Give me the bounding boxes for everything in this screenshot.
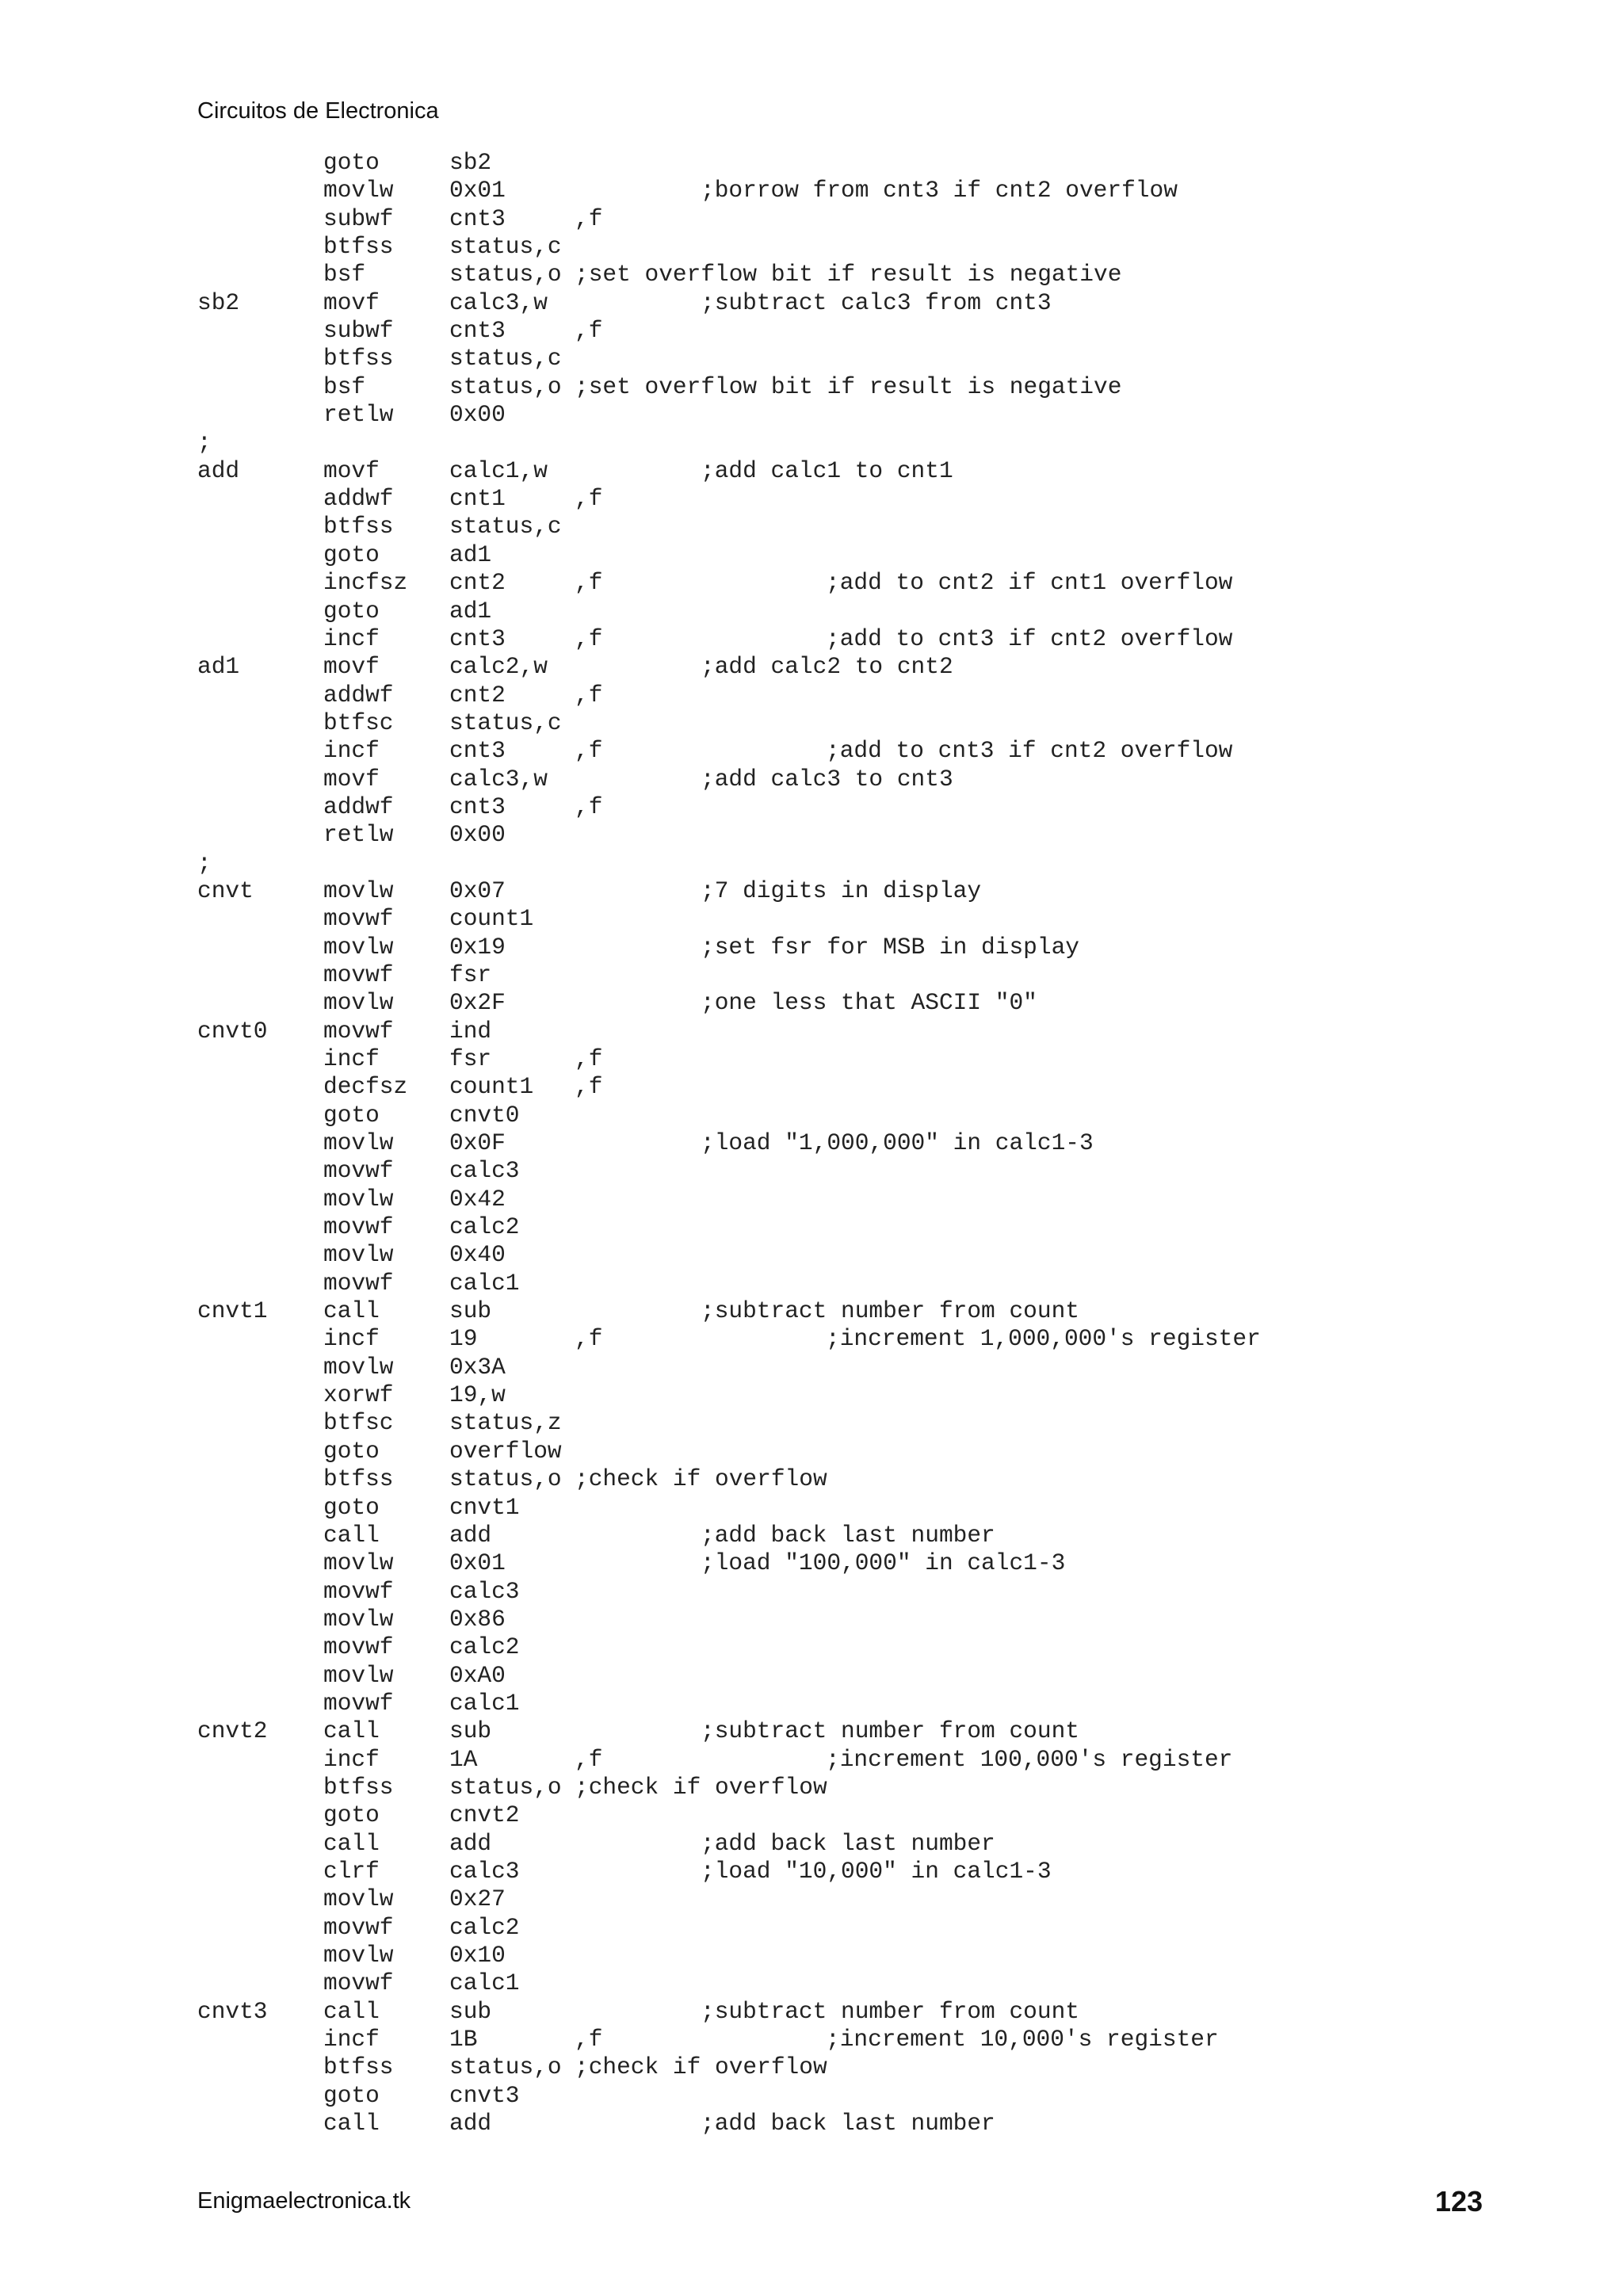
code-instruction: goto bbox=[323, 1437, 380, 1465]
code-operand: cnt3 bbox=[449, 737, 506, 765]
code-instruction: movwf bbox=[323, 1633, 394, 1661]
code-instruction: xorwf bbox=[323, 1381, 394, 1409]
code-operand: calc2,w bbox=[449, 653, 548, 681]
code-operand: status,z bbox=[449, 1409, 562, 1437]
code-line bbox=[0, 1073, 1623, 1101]
code-instruction: clrf bbox=[323, 1857, 380, 1885]
code-operand: 0x01 bbox=[449, 177, 506, 204]
code-operand: calc3,w bbox=[449, 765, 548, 793]
code-comment: ;set overflow bit if result is negative bbox=[575, 261, 1122, 288]
code-instruction: addwf bbox=[323, 681, 394, 709]
code-comment: ;add back last number bbox=[701, 1829, 995, 1857]
code-operand: 19,w bbox=[449, 1381, 506, 1409]
code-line bbox=[0, 2082, 1623, 2110]
code-comment: ;load "100,000" in calc1-3 bbox=[701, 1549, 1066, 1577]
code-instruction: btfss bbox=[323, 513, 394, 541]
code-instruction: movwf bbox=[323, 1913, 394, 1941]
code-instruction: subwf bbox=[323, 204, 394, 232]
code-comment: ;load "10,000" in calc1-3 bbox=[701, 1857, 1052, 1885]
code-line bbox=[0, 1465, 1623, 1493]
code-operand: sub bbox=[449, 1717, 492, 1745]
code-destination: ,f bbox=[575, 2026, 603, 2053]
code-line bbox=[0, 1549, 1623, 1577]
code-operand: calc1 bbox=[449, 1689, 520, 1717]
code-operand: 19 bbox=[449, 1325, 478, 1353]
code-comment: ;subtract calc3 from cnt3 bbox=[701, 288, 1052, 316]
code-operand: ad1 bbox=[449, 541, 492, 568]
code-instruction: movwf bbox=[323, 1017, 394, 1045]
code-comment: ;add back last number bbox=[701, 1521, 995, 1549]
code-instruction: incf bbox=[323, 1045, 380, 1072]
code-operand: calc3 bbox=[449, 1157, 520, 1185]
code-line bbox=[0, 1018, 1623, 1045]
code-line bbox=[0, 401, 1623, 429]
code-line bbox=[0, 1578, 1623, 1606]
code-operand: cnvt2 bbox=[449, 1801, 520, 1829]
code-line bbox=[0, 1186, 1623, 1213]
code-operand: 1B bbox=[449, 2026, 478, 2053]
code-comment: ;add calc1 to cnt1 bbox=[701, 457, 953, 484]
code-line bbox=[0, 1494, 1623, 1522]
code-instruction: movlw bbox=[323, 1185, 394, 1213]
code-destination: ,f bbox=[575, 793, 603, 820]
code-label: sb2 bbox=[197, 288, 240, 316]
code-comment: ;subtract number from count bbox=[701, 1297, 1079, 1325]
code-destination: ,f bbox=[575, 1073, 603, 1101]
code-operand: 0x42 bbox=[449, 1185, 506, 1213]
code-line bbox=[0, 261, 1623, 288]
code-line bbox=[0, 1998, 1623, 2026]
code-line bbox=[0, 1662, 1623, 1690]
code-instruction: addwf bbox=[323, 793, 394, 820]
code-line bbox=[0, 1522, 1623, 1549]
code-instruction: call bbox=[323, 1717, 380, 1745]
code-line bbox=[0, 345, 1623, 372]
code-comment: ;check if overflow bbox=[575, 1465, 827, 1493]
code-operand: fsr bbox=[449, 1045, 492, 1072]
code-line bbox=[0, 1325, 1623, 1353]
code-operand: calc1 bbox=[449, 1269, 520, 1297]
code-instruction: decfsz bbox=[323, 1073, 408, 1101]
code-operand: 0x2F bbox=[449, 989, 506, 1017]
code-comment: ;increment 10,000's register bbox=[826, 2026, 1219, 2053]
code-line bbox=[0, 149, 1623, 177]
code-line bbox=[0, 682, 1623, 709]
code-operand: sub bbox=[449, 1297, 492, 1325]
code-instruction: addwf bbox=[323, 485, 394, 513]
code-instruction: incf bbox=[323, 625, 380, 652]
code-instruction: retlw bbox=[323, 401, 394, 429]
code-operand: cnvt0 bbox=[449, 1101, 520, 1129]
code-label: ad1 bbox=[197, 653, 240, 681]
code-operand: 0x07 bbox=[449, 877, 506, 904]
code-operand: cnt3 bbox=[449, 317, 506, 345]
code-instruction: incf bbox=[323, 737, 380, 765]
code-label: cnvt3 bbox=[197, 1997, 268, 2025]
code-line bbox=[0, 457, 1623, 485]
code-line bbox=[0, 905, 1623, 933]
footer-site-name: Enigmaelectronica.tk bbox=[197, 2188, 411, 2214]
code-comment: ;add back last number bbox=[701, 2110, 995, 2137]
code-instruction: movlw bbox=[323, 1549, 394, 1577]
code-instruction: movf bbox=[323, 457, 380, 484]
code-instruction: incfsz bbox=[323, 569, 408, 597]
code-line bbox=[0, 177, 1623, 204]
code-instruction: movwf bbox=[323, 1969, 394, 1997]
code-line bbox=[0, 625, 1623, 653]
code-line bbox=[0, 1717, 1623, 1745]
code-operand: cnt3 bbox=[449, 793, 506, 820]
code-operand: status,c bbox=[449, 345, 562, 372]
code-instruction: movwf bbox=[323, 1269, 394, 1297]
code-line bbox=[0, 1241, 1623, 1269]
code-instruction: btfss bbox=[323, 345, 394, 372]
code-instruction: movwf bbox=[323, 1577, 394, 1605]
code-operand: 0x3A bbox=[449, 1353, 506, 1381]
code-operand: 0x00 bbox=[449, 821, 506, 849]
code-label: cnvt0 bbox=[197, 1017, 268, 1045]
code-comment: ;check if overflow bbox=[575, 1773, 827, 1801]
code-operand: add bbox=[449, 1829, 492, 1857]
code-operand: status,o bbox=[449, 1465, 562, 1493]
code-comment: ;increment 100,000's register bbox=[826, 1745, 1233, 1773]
code-comment: ;borrow from cnt3 if cnt2 overflow bbox=[701, 177, 1178, 204]
code-operand: 0x0F bbox=[449, 1129, 506, 1157]
code-line bbox=[0, 2026, 1623, 2053]
code-destination: ,f bbox=[575, 317, 603, 345]
code-instruction: call bbox=[323, 1829, 380, 1857]
code-instruction: movlw bbox=[323, 1942, 394, 1969]
code-operand: cnt1 bbox=[449, 485, 506, 513]
code-comment: ;add calc3 to cnt3 bbox=[701, 765, 953, 793]
code-instruction: call bbox=[323, 1297, 380, 1325]
code-operand: status,c bbox=[449, 709, 562, 736]
code-operand: fsr bbox=[449, 961, 492, 988]
code-instruction: btfss bbox=[323, 1773, 394, 1801]
code-operand: calc3 bbox=[449, 1857, 520, 1885]
code-operand: calc3 bbox=[449, 1577, 520, 1605]
code-line bbox=[0, 1801, 1623, 1829]
code-line bbox=[0, 1858, 1623, 1885]
code-operand: 0x19 bbox=[449, 933, 506, 961]
code-line bbox=[0, 850, 1623, 877]
code-instruction: movwf bbox=[323, 1157, 394, 1185]
code-line bbox=[0, 373, 1623, 401]
code-operand: status,o bbox=[449, 261, 562, 288]
code-line bbox=[0, 653, 1623, 681]
code-line bbox=[0, 1045, 1623, 1073]
code-destination: ,f bbox=[575, 1325, 603, 1353]
code-operand: sb2 bbox=[449, 149, 492, 176]
code-line bbox=[0, 1914, 1623, 1942]
code-comment: ;increment 1,000,000's register bbox=[826, 1325, 1261, 1353]
code-label: ; bbox=[197, 429, 212, 457]
code-comment: ;add calc2 to cnt2 bbox=[701, 653, 953, 681]
code-line bbox=[0, 709, 1623, 737]
code-line bbox=[0, 1157, 1623, 1185]
code-operand: status,c bbox=[449, 513, 562, 541]
code-operand: calc3,w bbox=[449, 288, 548, 316]
code-instruction: btfss bbox=[323, 233, 394, 261]
code-instruction: movwf bbox=[323, 1213, 394, 1241]
code-comment: ;subtract number from count bbox=[701, 1717, 1079, 1745]
code-line bbox=[0, 1354, 1623, 1381]
code-line bbox=[0, 1690, 1623, 1717]
code-destination: ,f bbox=[575, 737, 603, 765]
code-instruction: movlw bbox=[323, 989, 394, 1017]
code-destination: ,f bbox=[575, 204, 603, 232]
code-instruction: subwf bbox=[323, 317, 394, 345]
code-line bbox=[0, 877, 1623, 905]
code-instruction: movf bbox=[323, 288, 380, 316]
code-comment: ;add to cnt2 if cnt1 overflow bbox=[826, 569, 1233, 597]
code-operand: 0x86 bbox=[449, 1605, 506, 1633]
code-instruction: movlw bbox=[323, 1241, 394, 1269]
code-instruction: btfsc bbox=[323, 709, 394, 736]
code-instruction: goto bbox=[323, 1101, 380, 1129]
code-instruction: goto bbox=[323, 2081, 380, 2109]
code-operand: 0x01 bbox=[449, 1549, 506, 1577]
code-comment: ;set fsr for MSB in display bbox=[701, 933, 1079, 961]
code-operand: cnvt3 bbox=[449, 2081, 520, 2109]
code-operand: calc1,w bbox=[449, 457, 548, 484]
code-line bbox=[0, 2110, 1623, 2137]
code-instruction: incf bbox=[323, 2026, 380, 2053]
code-operand: status,o bbox=[449, 372, 562, 400]
code-line bbox=[0, 737, 1623, 765]
code-line bbox=[0, 289, 1623, 317]
code-instruction: call bbox=[323, 1997, 380, 2025]
code-comment: ;subtract number from count bbox=[701, 1997, 1079, 2025]
code-line bbox=[0, 989, 1623, 1017]
code-instruction: btfss bbox=[323, 1465, 394, 1493]
code-operand: cnt2 bbox=[449, 569, 506, 597]
code-operand: 1A bbox=[449, 1745, 478, 1773]
page-number: 123 bbox=[1434, 2185, 1483, 2218]
code-line bbox=[0, 1129, 1623, 1157]
code-comment: ;load "1,000,000" in calc1-3 bbox=[701, 1129, 1094, 1157]
code-operand: add bbox=[449, 2110, 492, 2137]
code-instruction: goto bbox=[323, 597, 380, 625]
code-operand: count1 bbox=[449, 905, 534, 933]
code-destination: ,f bbox=[575, 1745, 603, 1773]
code-line bbox=[0, 233, 1623, 261]
code-line bbox=[0, 205, 1623, 233]
code-line bbox=[0, 1885, 1623, 1913]
code-operand: calc1 bbox=[449, 1969, 520, 1997]
code-instruction: movlw bbox=[323, 1661, 394, 1689]
code-line bbox=[0, 1942, 1623, 1969]
code-instruction: btfsc bbox=[323, 1409, 394, 1437]
code-instruction: btfss bbox=[323, 2053, 394, 2081]
code-operand: cnt2 bbox=[449, 681, 506, 709]
code-operand: status,o bbox=[449, 2053, 562, 2081]
code-label: ; bbox=[197, 849, 212, 877]
code-instruction: call bbox=[323, 2110, 380, 2137]
code-operand: count1 bbox=[449, 1073, 534, 1101]
code-instruction: movlw bbox=[323, 933, 394, 961]
code-destination: ,f bbox=[575, 625, 603, 652]
code-instruction: movf bbox=[323, 653, 380, 681]
code-line bbox=[0, 821, 1623, 849]
code-operand: status,o bbox=[449, 1773, 562, 1801]
code-instruction: goto bbox=[323, 1493, 380, 1521]
code-instruction: bsf bbox=[323, 261, 366, 288]
code-line bbox=[0, 1774, 1623, 1801]
code-line bbox=[0, 934, 1623, 961]
code-label: cnvt2 bbox=[197, 1717, 268, 1745]
code-instruction: goto bbox=[323, 541, 380, 568]
code-label: cnvt bbox=[197, 877, 254, 904]
code-destination: ,f bbox=[575, 1045, 603, 1072]
code-destination: ,f bbox=[575, 485, 603, 513]
code-destination: ,f bbox=[575, 681, 603, 709]
code-label: cnvt1 bbox=[197, 1297, 268, 1325]
code-line bbox=[0, 541, 1623, 569]
code-instruction: bsf bbox=[323, 372, 366, 400]
page-header-title: Circuitos de Electronica bbox=[197, 98, 439, 124]
code-line bbox=[0, 317, 1623, 345]
code-instruction: movlw bbox=[323, 1885, 394, 1913]
code-instruction: movwf bbox=[323, 1689, 394, 1717]
code-line bbox=[0, 1409, 1623, 1437]
code-instruction: incf bbox=[323, 1745, 380, 1773]
code-comment: ;add to cnt3 if cnt2 overflow bbox=[826, 625, 1233, 652]
code-line bbox=[0, 429, 1623, 457]
code-instruction: movlw bbox=[323, 1353, 394, 1381]
code-operand: 0xA0 bbox=[449, 1661, 506, 1689]
code-instruction: movlw bbox=[323, 177, 394, 204]
code-line bbox=[0, 1830, 1623, 1858]
code-line bbox=[0, 485, 1623, 513]
code-operand: 0x00 bbox=[449, 401, 506, 429]
code-operand: cnt3 bbox=[449, 204, 506, 232]
code-operand: cnvt1 bbox=[449, 1493, 520, 1521]
code-line bbox=[0, 793, 1623, 821]
code-line bbox=[0, 513, 1623, 541]
code-operand: overflow bbox=[449, 1437, 562, 1465]
code-line bbox=[0, 1270, 1623, 1297]
code-line bbox=[0, 1381, 1623, 1409]
code-line bbox=[0, 1102, 1623, 1129]
code-operand: calc2 bbox=[449, 1633, 520, 1661]
code-comment: ;add to cnt3 if cnt2 overflow bbox=[826, 737, 1233, 765]
code-instruction: incf bbox=[323, 1325, 380, 1353]
code-operand: add bbox=[449, 1521, 492, 1549]
code-line bbox=[0, 1969, 1623, 1997]
code-instruction: movwf bbox=[323, 961, 394, 988]
code-comment: ;set overflow bit if result is negative bbox=[575, 372, 1122, 400]
code-line bbox=[0, 766, 1623, 793]
code-instruction: movlw bbox=[323, 1605, 394, 1633]
code-line bbox=[0, 569, 1623, 597]
code-destination: ,f bbox=[575, 569, 603, 597]
code-instruction: goto bbox=[323, 149, 380, 176]
assembly-code-listing bbox=[0, 149, 1623, 2137]
code-line bbox=[0, 1213, 1623, 1241]
code-operand: calc2 bbox=[449, 1913, 520, 1941]
code-operand: sub bbox=[449, 1997, 492, 2025]
code-line bbox=[0, 1746, 1623, 1774]
code-line bbox=[0, 598, 1623, 625]
code-instruction: movwf bbox=[323, 905, 394, 933]
code-operand: status,c bbox=[449, 233, 562, 261]
code-comment: ;check if overflow bbox=[575, 2053, 827, 2081]
code-instruction: movlw bbox=[323, 877, 394, 904]
code-label: add bbox=[197, 457, 240, 484]
code-operand: cnt3 bbox=[449, 625, 506, 652]
code-comment: ;one less that ASCII "0" bbox=[701, 989, 1037, 1017]
code-line bbox=[0, 1633, 1623, 1661]
code-line bbox=[0, 1297, 1623, 1325]
code-operand: ind bbox=[449, 1017, 492, 1045]
code-instruction: movlw bbox=[323, 1129, 394, 1157]
code-line bbox=[0, 961, 1623, 989]
code-instruction: movf bbox=[323, 765, 380, 793]
code-operand: ad1 bbox=[449, 597, 492, 625]
code-instruction: retlw bbox=[323, 821, 394, 849]
code-instruction: goto bbox=[323, 1801, 380, 1829]
code-line bbox=[0, 2053, 1623, 2081]
code-operand: 0x10 bbox=[449, 1942, 506, 1969]
code-operand: 0x27 bbox=[449, 1885, 506, 1913]
code-operand: 0x40 bbox=[449, 1241, 506, 1269]
code-comment: ;7 digits in display bbox=[701, 877, 982, 904]
code-line bbox=[0, 1606, 1623, 1633]
code-line bbox=[0, 1438, 1623, 1465]
code-instruction: call bbox=[323, 1521, 380, 1549]
code-operand: calc2 bbox=[449, 1213, 520, 1241]
